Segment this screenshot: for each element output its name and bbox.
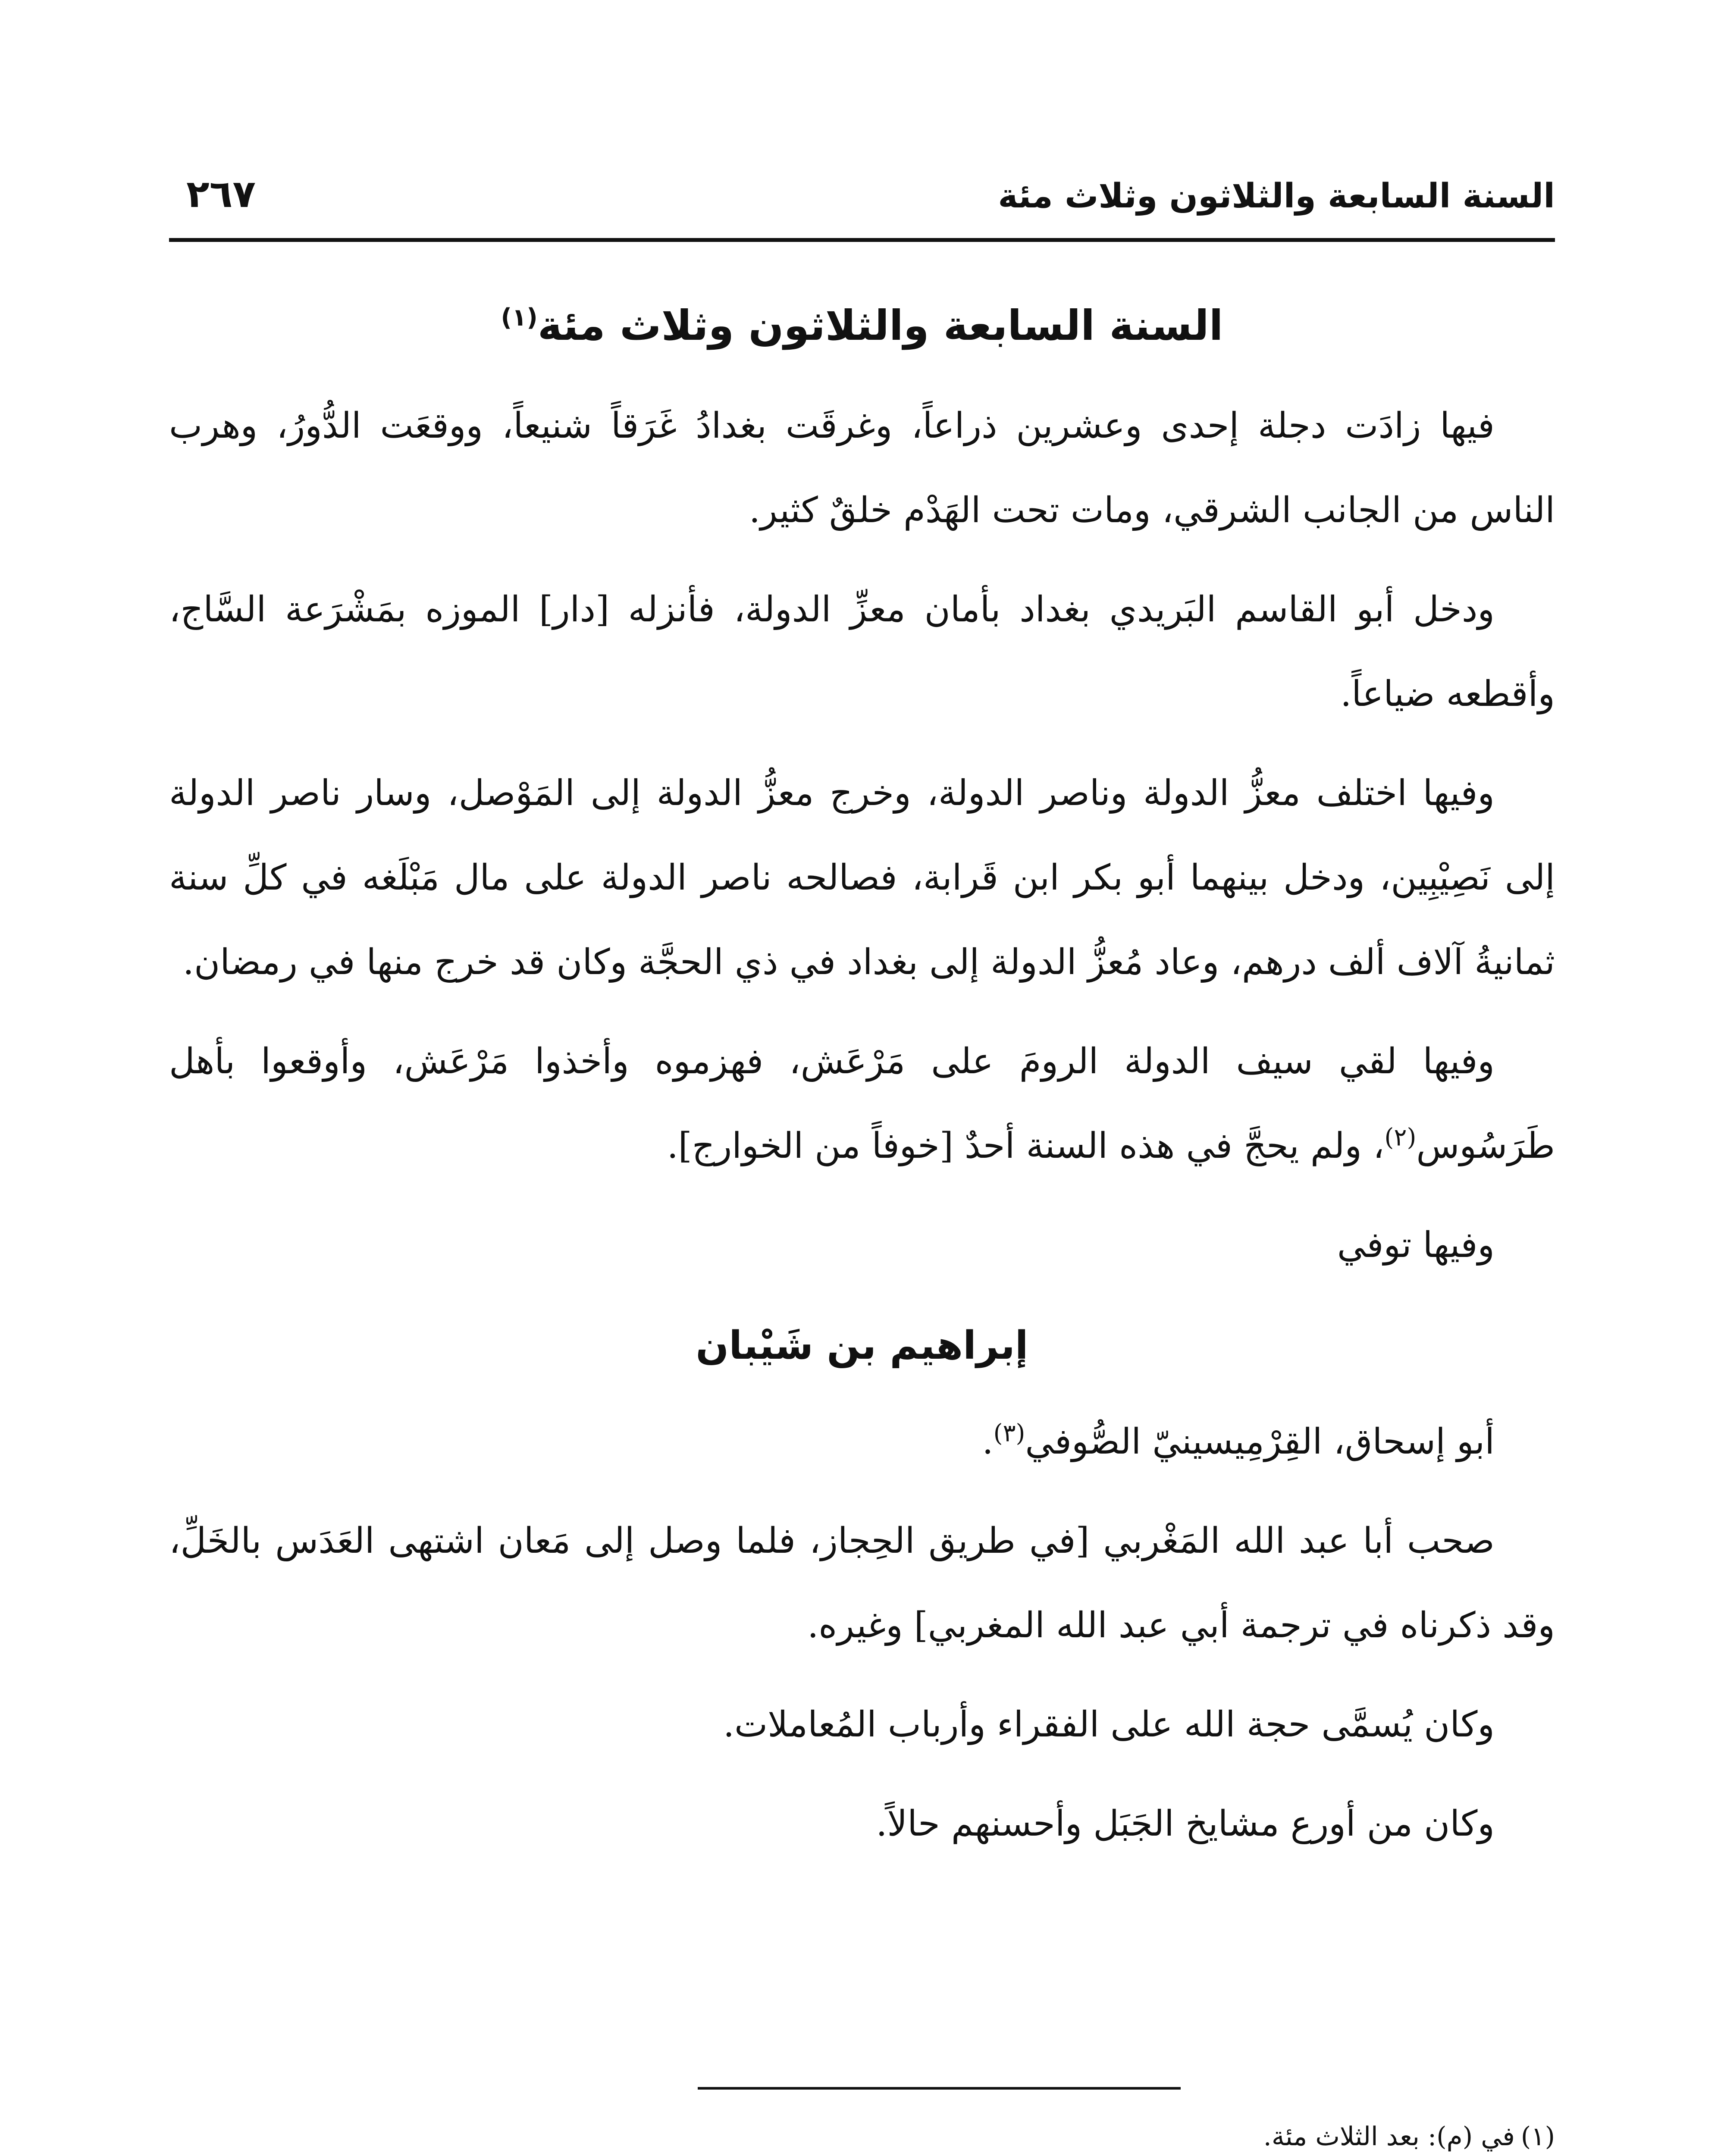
footnote-text: في (م): بعد الثلاث مئة.: [1263, 2122, 1515, 2152]
footnote-ref-3: (٣): [993, 1419, 1025, 1448]
section-title-text: السنة السابعة والثلاثون وثلاث مئة: [537, 301, 1223, 350]
biography-paragraph: صحب أبا عبد الله المَغْربي [في طريق الحِجاز، فلما وصل إلى مَعان اشتهى العَدَس بالخَلِّ، وقد ذكرناه في ترجمة أبي عبد الله المغربي] وغيره.: [169, 1520, 1555, 1646]
biography-name: أبو إسحاق، القِرْمِيسينيّ الصُّوفي: [1025, 1421, 1495, 1462]
footnote: [169, 2113, 1555, 2156]
paragraph-sayf-text: وفيها لقي سيف الدولة الرومَ على مَرْعَش، فهزموه وأخذوا مَرْعَش، وأوقعوا بأهل طَرَسُوس: [169, 1041, 1555, 1166]
section-title: [169, 285, 1555, 367]
paragraph-deaths-intro: وفيها توفي: [1337, 1225, 1495, 1266]
paragraph-sayf-al-dawla: [169, 1019, 1555, 1188]
biography-title: إبراهيم بن شَيْبان: [696, 1323, 1028, 1368]
main-text: [169, 285, 1555, 1881]
paragraph-baridi: ودخل أبو القاسم البَريدي بغداد بأمان معزِّ الدولة، فأنزله [دار] الموزه بمَشْرَعة السَّاج، وأقطعه ضياعاً.: [169, 589, 1555, 714]
page-number: ٢٦٧: [186, 172, 256, 216]
paragraph-sayf-text-end: ، ولم يحجَّ في هذه السنة أحدٌ [خوفاً من الخوارج].: [667, 1125, 1385, 1166]
running-header: [169, 172, 1555, 237]
header-rule: [169, 238, 1555, 242]
footnote-number: (١): [1520, 2122, 1555, 2152]
footnote-ref-2: (٢): [1384, 1123, 1417, 1152]
biography-paragraph: وكان يُسمَّى حجة الله على الفقراء وأرباب المُعاملات.: [723, 1704, 1495, 1745]
footnotes: [169, 2113, 1555, 2156]
footnote-rule: [698, 2087, 1181, 2090]
biography-name-end: .: [982, 1421, 994, 1462]
footnote-ref-1: (١): [501, 304, 538, 332]
paragraph-dispute: وفيها اختلف معزُّ الدولة وناصر الدولة، وخرج معزُّ الدولة إلى المَوْصل، وسار ناصر الدولة إلى نَصِيْبِين، ودخل بينهما أبو بكر ابن قَرابة، فصالحه ناصر الدولة على مال مَبْلَغه في كلِّ سنة ثمانيةُ آلاف ألف درهم، وعاد مُعزُّ الدولة إلى بغداد في ذي الحجَّة وكان قد خرج منها في رمضان.: [169, 773, 1555, 983]
paragraph-flood: فيها زادَت دجلة إحدى وعشرين ذراعاً، وغرقَت بغدادُ غَرَقاً شنيعاً، ووقعَت الدُّورُ، وهرب الناس من الجانب الشرقي، ومات تحت الهَدْم خلقٌ كثير.: [169, 405, 1555, 531]
biography-paragraph: وكان من أورع مشايخ الجَبَل وأحسنهم حالاً.: [876, 1803, 1495, 1844]
biography-name-line: [169, 1400, 1555, 1484]
running-title: السنة السابعة والثلاثون وثلاث مئة: [998, 177, 1555, 216]
